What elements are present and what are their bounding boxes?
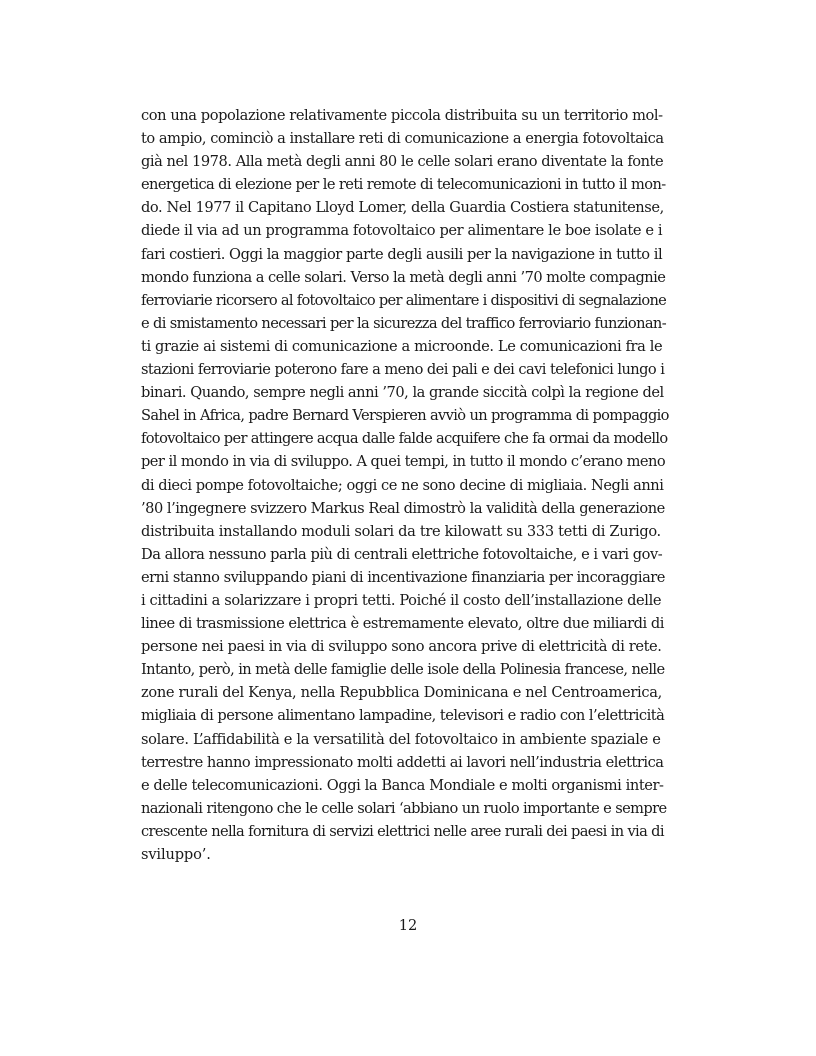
text-line: con una popolazione relativamente piccola distribuita su un territorio mol-: [141, 107, 663, 124]
text-line: Da allora nessuno parla più di centrali elettriche fotovoltaiche, e i vari gov-: [141, 545, 663, 563]
text-line: diede il via ad un programma fotovoltaico per alimentare le boe isolate e i: [141, 222, 663, 240]
text-line: Intanto, però, in metà delle famiglie delle isole della Polinesia francese, nelle: [141, 661, 665, 679]
text-line: già nel 1978. Alla metà degli anni 80 le celle solari erano diventate la fonte: [141, 153, 664, 171]
text-line: Sahel in Africa, padre Bernard Verspieren avviò un programma di pompaggio: [141, 407, 669, 425]
text-line: migliaia di persone alimentano lampadine, televisori e radio con l’elettricità: [141, 707, 665, 725]
text-line: fotovoltaico per attingere acqua dalle falde acquifere che fa ormai da modello: [141, 430, 668, 448]
text-line: sviluppo’.: [141, 846, 211, 863]
text-line: stazioni ferroviarie poterono fare a meno dei pali e dei cavi telefonici lungo i: [141, 361, 665, 379]
text-line: ferroviarie ricorsero al fotovoltaico per alimentare i dispositivi di segnalazione: [141, 291, 667, 309]
text-line: crescente nella fornitura di servizi elettrici nelle aree rurali dei paesi in via di: [141, 822, 664, 840]
text-line: per il mondo in via di sviluppo. A quei tempi, in tutto il mondo c’erano meno: [141, 453, 666, 471]
text-line: persone nei paesi in via di sviluppo sono ancora prive di elettricità di rete.: [141, 638, 662, 656]
text-line: terrestre hanno impressionato molti addetti ai lavori nell’industria elettrica: [141, 753, 664, 771]
text-line: mondo funziona a celle solari. Verso la metà degli anni ’70 molte compagnie: [141, 268, 666, 286]
text-line: fari costieri. Oggi la maggior parte degli ausili per la navigazione in tutto il: [141, 245, 663, 263]
text-line: e di smistamento necessari per la sicurezza del traffico ferroviario funzionan-: [141, 314, 666, 332]
text-line: binari. Quando, sempre negli anni ’70, la grande siccità colpì la regione del: [141, 384, 664, 402]
text-line: nazionali ritengono che le celle solari ‘abbiano un ruolo importante e sempre: [141, 799, 667, 817]
text-line: do. Nel 1977 il Capitano Lloyd Lomer, della Guardia Costiera statunitense,: [141, 199, 664, 217]
page-number: 12: [398, 917, 418, 934]
text-line: e delle telecomunicazioni. Oggi la Banca Mondiale e molti organismi inter-: [141, 776, 664, 794]
text-line: linee di trasmissione elettrica è estremamente elevato, oltre due miliardi di: [141, 615, 664, 633]
text-line: energetica di elezione per le reti remote di telecomunicazioni in tutto il mon-: [141, 176, 666, 194]
text-line: erni stanno sviluppando piani di incentivazione finanziaria per incoraggiare: [141, 568, 665, 586]
text-line: zone rurali del Kenya, nella Repubblica Dominicana e nel Centroamerica,: [141, 684, 662, 702]
text-line: distribuita installando moduli solari da tre kilowatt su 333 tetti di Zurigo.: [141, 522, 661, 540]
text-line: ’80 l’ingegnere svizzero Markus Real dimostrò la validità della generazione: [141, 499, 665, 517]
body-text: [141, 104, 669, 866]
text-line: di dieci pompe fotovoltaiche; oggi ce ne sono decine di migliaia. Negli anni: [141, 476, 664, 494]
text-line: to ampio, cominciò a installare reti di comunicazione a energia fotovoltaica: [141, 130, 664, 148]
text-line: i cittadini a solarizzare i propri tetti. Poiché il costo dell’installazione delle: [141, 591, 662, 609]
text-line: ti grazie ai sistemi di comunicazione a microonde. Le comunicazioni fra le: [141, 337, 663, 355]
text-line: solare. L’affidabilità e la versatilità del fotovoltaico in ambiente spaziale e: [141, 730, 661, 748]
